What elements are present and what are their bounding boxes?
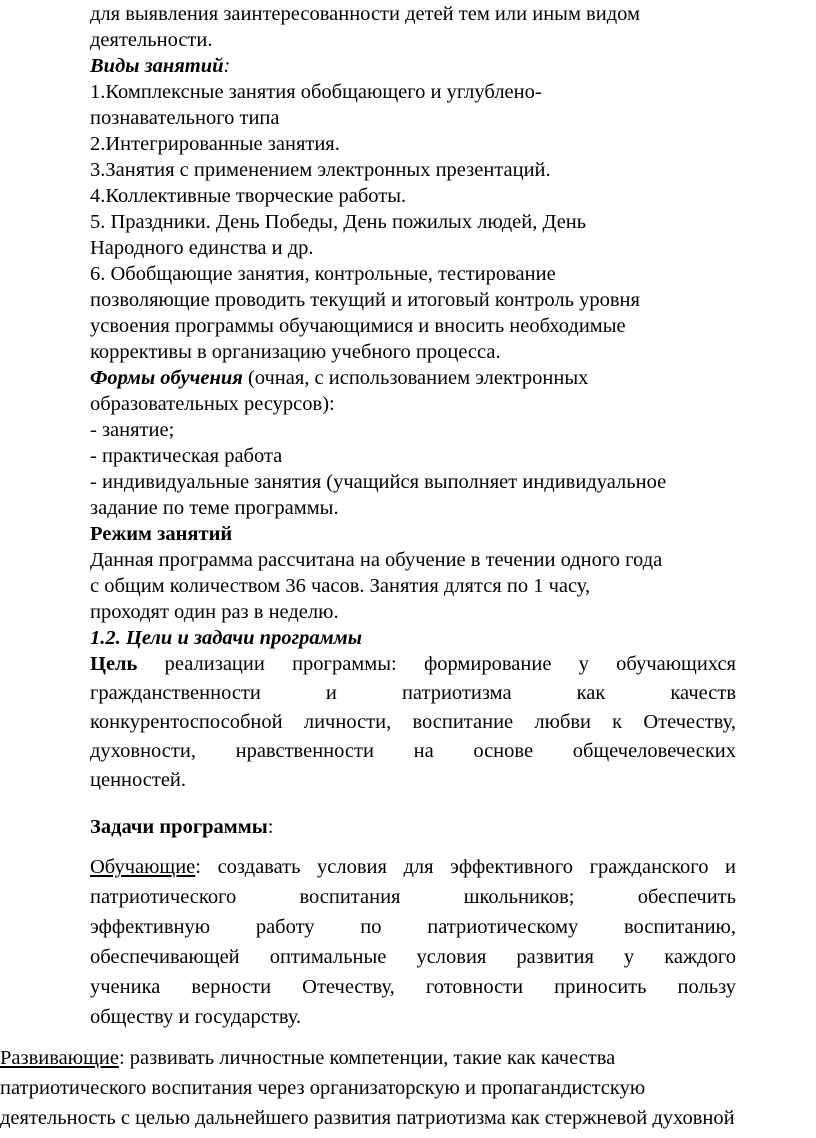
types-item: усвоения программы обучающимися и вносить необходимые: [90, 315, 626, 337]
tasks-heading: Задачи программы:: [90, 816, 274, 838]
intro-line: деятельности.: [90, 29, 213, 51]
types-item: Народного единства и др.: [90, 237, 314, 259]
teaching-line: эффективную работу по патриотическому воспитанию,: [90, 916, 736, 938]
forms-item: - практическая работа: [90, 445, 283, 467]
teaching-line: Обучающие: создавать условия для эффективного гражданского и: [90, 856, 736, 878]
types-heading: Виды занятий:: [90, 55, 231, 77]
teaching-label: Обучающие: [90, 856, 196, 878]
types-item: 2.Интегрированные занятия.: [90, 133, 340, 155]
forms-item: - индивидуальные занятия (учащийся выполняет индивидуальное: [90, 471, 667, 493]
forms-line: образовательных ресурсов):: [90, 393, 335, 415]
types-item: 3.Занятия с применением электронных презентаций.: [90, 159, 551, 181]
teaching-line: патриотического воспитания школьников; обеспечить: [90, 886, 736, 908]
goal-label: Цель: [90, 653, 138, 675]
types-item: позволяющие проводить текущий и итоговый контроль уровня: [90, 289, 640, 311]
types-item: коррективы в организацию учебного процесса.: [90, 341, 501, 363]
types-item: 6. Обобщающие занятия, контрольные, тестирование: [90, 263, 556, 285]
goal-line: ценностей.: [90, 769, 187, 791]
goals-heading: 1.2. Цели и задачи программы: [90, 627, 362, 649]
developing-line: патриотического воспитания через организаторскую и пропагандистскую: [0, 1077, 646, 1099]
types-item: 4.Коллективные творческие работы.: [90, 185, 407, 207]
goal-line: Цель реализации программы: формирование у обучающихся: [90, 653, 736, 675]
schedule-line: с общим количеством 36 часов. Занятия длятся по 1 часу,: [90, 575, 591, 597]
teaching-line: обеспечивающей оптимальные условия развития у каждого: [90, 946, 736, 968]
developing-line: деятельность с целью дальнейшего развития патриотизма как стержневой духовной: [0, 1107, 735, 1129]
goal-line: конкурентоспособной личности, воспитание любви к Отечеству,: [90, 711, 736, 733]
schedule-heading: Режим занятий: [90, 523, 233, 545]
types-item: 1.Комплексные занятия обобщающего и углублено-: [90, 81, 542, 103]
forms-item: задание по теме программы.: [90, 497, 339, 519]
goal-line: гражданственности и патриотизма как качеств: [90, 682, 736, 704]
developing-label: Развивающие: [0, 1047, 119, 1069]
schedule-line: Данная программа рассчитана на обучение в течении одного года: [90, 549, 663, 571]
intro-line: для выявления заинтересованности детей тем или иным видом: [90, 3, 640, 25]
forms-item: - занятие;: [90, 419, 175, 441]
types-item: познавательного типа: [90, 107, 280, 129]
teaching-line: обществу и государству.: [90, 1006, 302, 1028]
forms-heading: Формы обучения: [90, 367, 243, 389]
types-item: 5. Праздники. День Победы, День пожилых людей, День: [90, 211, 587, 233]
forms-heading-line: Формы обучения (очная, с использованием электронных: [90, 367, 589, 389]
schedule-line: проходят один раз в неделю.: [90, 601, 339, 623]
goal-line: духовности, нравственности на основе общечеловеческих: [90, 740, 736, 762]
teaching-line: ученика верности Отечеству, готовности приносить пользу: [90, 976, 736, 998]
developing-line: Развивающие: развивать личностные компетенции, такие как качества: [0, 1047, 616, 1069]
